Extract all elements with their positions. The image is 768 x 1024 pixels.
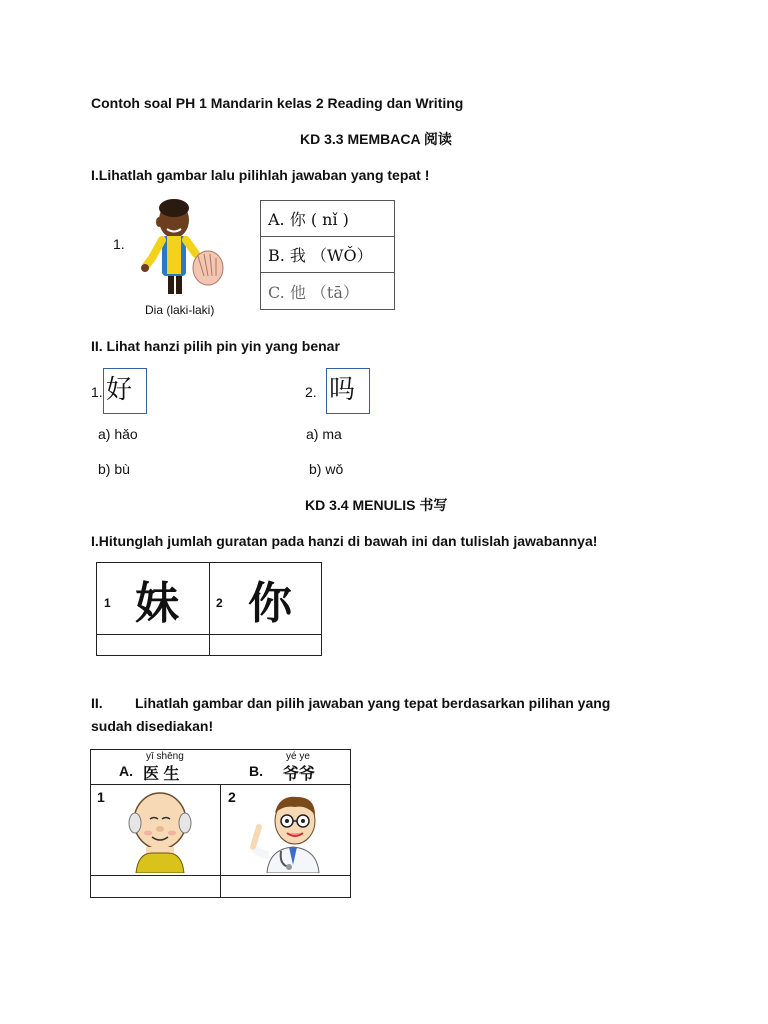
reading-q2-item2-number: 2. bbox=[305, 384, 317, 400]
picture-answer-2[interactable] bbox=[221, 876, 350, 897]
choice-b-hanzi: 爷爷 bbox=[283, 766, 316, 783]
reading-q2-item1-number: 1. bbox=[91, 384, 103, 400]
picture-cell-2 bbox=[221, 785, 350, 876]
choice-a-hanzi: 医 生 bbox=[143, 766, 180, 783]
choice-a-letter: A. bbox=[119, 763, 133, 779]
reading-q2-instruction: II. Lihat hanzi pilih pin yin yang benar bbox=[91, 338, 340, 354]
option-b[interactable]: B. 我 （WǑ） bbox=[261, 237, 394, 273]
reading-q1-options-table bbox=[260, 200, 395, 310]
reading-q2-item2-option-b[interactable]: b) wǒ bbox=[309, 461, 344, 477]
picture-answer-1[interactable] bbox=[91, 876, 221, 897]
stroke-item-1-number: 1 bbox=[104, 596, 111, 610]
section-heading-menulis: KD 3.4 MENULIS 书写 bbox=[305, 497, 448, 513]
reading-q1-caption: Dia (laki-laki) bbox=[145, 303, 215, 317]
option-a[interactable]: A. 你 ( nǐ ) bbox=[261, 201, 394, 237]
reading-q1-instruction: I.Lihatlah gambar lalu pilihlah jawaban yang tepat ! bbox=[91, 167, 430, 183]
writing-q1-instruction: I.Hitunglah jumlah guratan pada hanzi di bawah ini dan tulislah jawabannya! bbox=[91, 533, 598, 549]
choice-b-pinyin: yé ye bbox=[286, 751, 310, 762]
writing-q2-instruction-line2: sudah disediakan! bbox=[91, 718, 214, 734]
stroke-count-table bbox=[96, 562, 322, 656]
option-c[interactable]: C. 他 （tā） bbox=[268, 282, 359, 302]
boy-pointing-image bbox=[138, 196, 230, 296]
picture-1-number: 1 bbox=[97, 789, 105, 805]
reading-q1-number: 1. bbox=[113, 236, 125, 252]
picture-match-table bbox=[90, 749, 351, 898]
writing-q2-number: II. bbox=[91, 695, 103, 711]
choice-b-letter: B. bbox=[249, 763, 263, 779]
writing-q2-instruction-line1: Lihatlah gambar dan pilih jawaban yang tepat berdasarkan pilihan yang bbox=[135, 695, 611, 711]
reading-q2-item1-hanzi: 好 bbox=[103, 368, 147, 414]
document-title: Contoh soal PH 1 Mandarin kelas 2 Reading dan Writing bbox=[91, 95, 464, 111]
reading-q2-item2-hanzi: 吗 bbox=[326, 368, 370, 414]
stroke-item-2-number: 2 bbox=[216, 596, 223, 610]
reading-q2-item1-option-b[interactable]: b) bù bbox=[98, 461, 130, 477]
grandfather-image bbox=[124, 789, 196, 873]
doctor-image bbox=[245, 789, 341, 873]
stroke-item-2-hanzi: 你 bbox=[248, 579, 292, 628]
reading-q2-item1-option-a[interactable]: a) hǎo bbox=[98, 426, 138, 442]
stroke-answer-1[interactable] bbox=[97, 635, 210, 655]
stroke-item-1-hanzi: 妹 bbox=[135, 579, 179, 628]
choice-a-pinyin: yī shēng bbox=[146, 751, 184, 762]
choices-header-row bbox=[91, 750, 350, 785]
stroke-cell-2 bbox=[210, 563, 322, 635]
section-heading-membaca: KD 3.3 MEMBACA 阅读 bbox=[300, 131, 452, 147]
reading-q2-item2-option-a[interactable]: a) ma bbox=[306, 426, 342, 442]
stroke-cell-1 bbox=[97, 563, 210, 635]
picture-2-number: 2 bbox=[228, 789, 236, 805]
stroke-answer-2[interactable] bbox=[210, 635, 322, 655]
picture-cell-1 bbox=[91, 785, 221, 876]
